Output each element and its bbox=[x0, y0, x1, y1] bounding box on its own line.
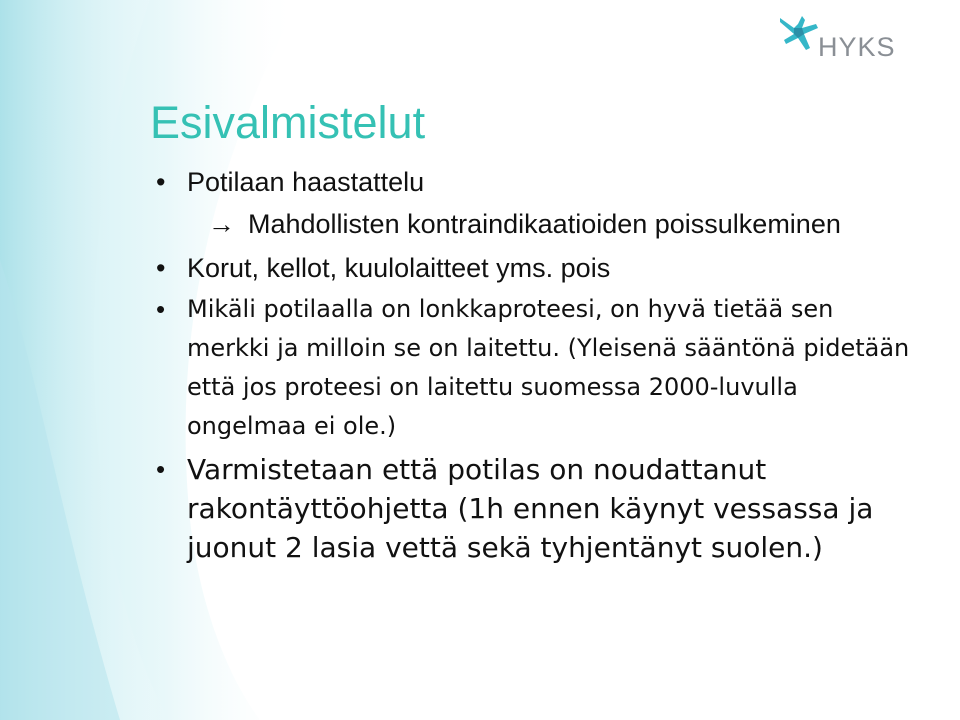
sub-item bbox=[150, 204, 920, 244]
bullet-item bbox=[150, 450, 920, 567]
slide-title: Esivalmistelut bbox=[150, 97, 426, 148]
bullet-marker: • bbox=[156, 294, 166, 324]
bullet-text: Potilaan haastattelu bbox=[187, 167, 425, 197]
arrow-right-icon: → bbox=[208, 209, 235, 239]
sub-item-text: Mahdollisten kontraindikaatioiden poissulkeminen bbox=[248, 209, 841, 239]
bullet-item bbox=[150, 248, 920, 288]
hyks-logo bbox=[778, 14, 913, 64]
bullet-item bbox=[150, 290, 920, 446]
bullet-item bbox=[150, 162, 920, 202]
logo-text: HYKS bbox=[818, 32, 896, 62]
bullet-marker: • bbox=[156, 167, 166, 197]
bullet-marker: • bbox=[156, 253, 166, 283]
hyks-cross-icon bbox=[778, 14, 820, 52]
bullet-text: Varmistetaan että potilas on noudattanut rakontäyttöohjetta (1h ennen käynyt vessassa ja juonut 2 lasia vettä sekä tyhjentänyt suolen.) bbox=[187, 453, 874, 564]
bullet-list bbox=[150, 162, 920, 567]
bullet-marker: • bbox=[156, 454, 166, 484]
bullet-text: Mikäli potilaalla on lonkkaproteesi, on hyvä tietää sen merkki ja milloin se on laitettu. (Yleisenä sääntönä pidetään että jos proteesi on laitettu suomessa 2000-luvulla ongelmaa ei ole.) bbox=[187, 295, 910, 440]
bullet-text: Korut, kellot, kuulolaitteet yms. pois bbox=[187, 253, 611, 283]
